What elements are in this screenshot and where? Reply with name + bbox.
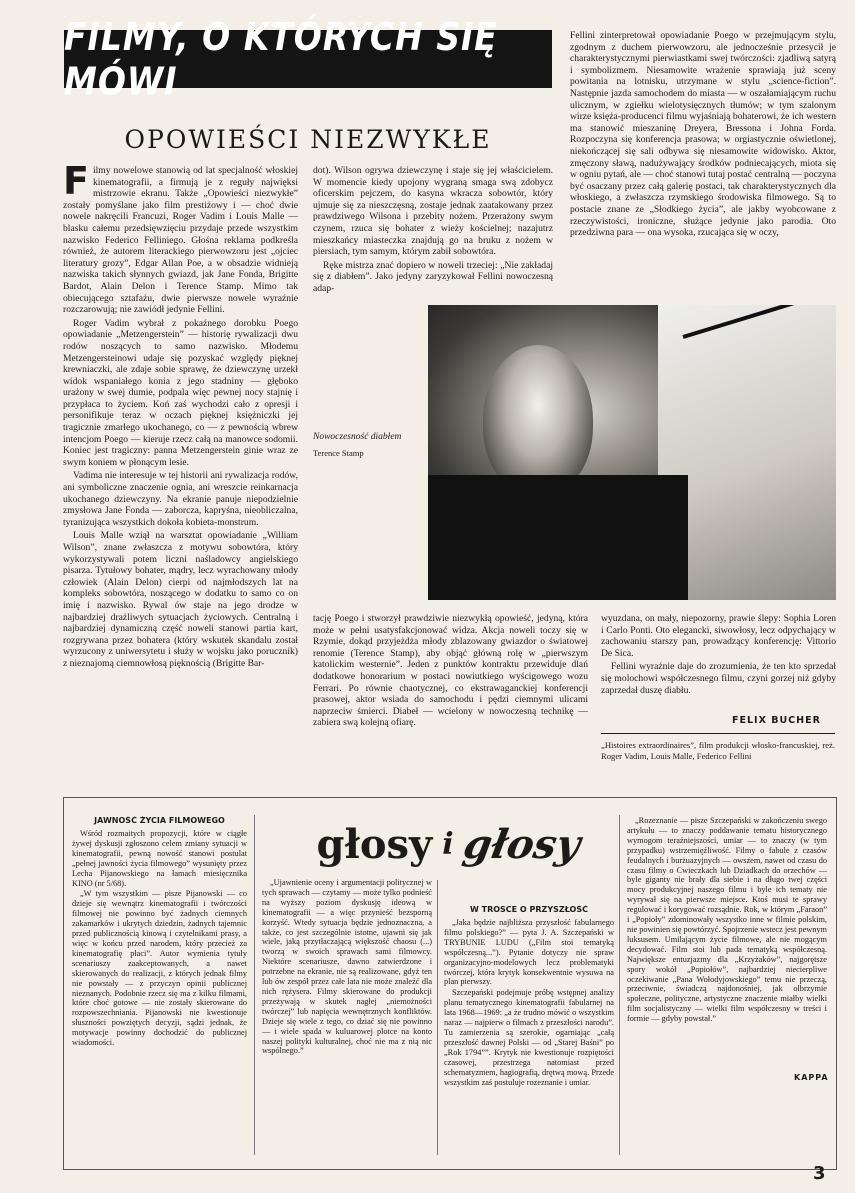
article-column-3 (570, 30, 836, 302)
trosce-paragraph: „Jaka będzie najbliższa przyszłość fabularnego filmu polskiego?” — pyta J. A. Szczepański w TRYBUNIE LUDU („Film stoi tematyką współczesną...”). Pytanie dotyczy nie spraw organizacyjno-modelowych lecz problematyki twórczej, która krytyk konsekwentnie wysuwa na plan pierwszy. (444, 918, 614, 987)
jawnosc-column (72, 816, 247, 1161)
jawnosc-heading: JAWNOŚĆ ŻYCIA FILMOWEGO (94, 816, 225, 825)
jawnosc-paragraph: Wśród rozmaitych propozycji, które w ciągłe żywej dyskusji zgłoszono celem zmiany sytuacji w kinematografii, pewną nowość stanowi postulat „pełnej jawności życia filmowego” wysunięty przez Lecha Pijanowskiego na łamach miesięcznika KINO (nr 5/68). (72, 829, 247, 888)
trosce-column (444, 905, 614, 1163)
trosce-heading: W TROSCE O PRZYSZŁOŚĆ (470, 905, 588, 914)
article-column-5 (601, 613, 836, 713)
page-number: 3 (813, 1163, 826, 1184)
article-paragraph: Vadima nie interesuje w tej historii ani rywalizacja rodów, ani symboliczne znaczenie ognia, ani wreszcie reinkarnacja ukochanego dziewczyny. Na ekranie panuje niepodzielnie zmysłowa Jane Fonda — zaborcza, kapryśna, nieobliczalna, tyranizująca wszystkich dokoła kobieta-monstrum. (63, 470, 298, 528)
article-paragraph: Fellini wyraźnie daje do zrozumienia, że ten kto sprzedał się molochowi współczesnego filmu, czyni gorzej niż gdyby zaprzedał duszę diabłu. (601, 661, 836, 696)
author-signature: FELIX BUCHER (732, 715, 821, 726)
article-headline: OPOWIEŚCI NIEZWYKŁE (124, 125, 492, 154)
article-paragraph: Louis Malle wziął na warsztat opowiadanie „William Wilson”, znane zwłaszcza z motywu sobowtóra, który wykorzystywali potem liczni naśladowcy angielskiego pisarza. Tytułowy bohater, mądry, lecz wyrachowany młody człowiek (Alain Delon) cierpi od najmłodszych lat na kompleks sobowtóra, noszącego w dodatku to samo co on imię i nazwisko. Rywal ów staje na jego drodze w najbardziej drażliwych sytuacjach życiowych. Centralną i najbardziej dynamiczną część noweli stanowi partia kart, rozgrywana przez bohatera (który wskutek skandalu został wyrzucony z uniwersytetu i służy w wojsku jako porucznik) z nieznajomą ciemnowłosą pięknością (Brigitte Bar- (63, 530, 298, 669)
glosy-title (298, 818, 598, 870)
column-divider (254, 815, 255, 1155)
kappa-paragraph: „Rozeznanie — pisze Szczepański w zakończeniu swego artykułu — to znaczy poddawanie tematu historycznego wymogom teraźniejszości, umiar — to znaczy (w tym przypadku) wstrzemięźliwość. Filmy o fabule z czasów feudalnych i burżuazyjnych — owszem, nawet od czasu do czasu filmy o Cwieczkach lub Dziadkach do orzechów — byle giganty nie brały dla siebie i na długo twej części mocy produkcyjnej naszego filmu i byle ich tematy nie wyrywał się na pierwsze miejsce. Ktoś musi te sprawy regulować i korygować rozsądnie. Rok, w którym „Faraon” i „Popioły” zdominowały wszystko inne w filmie polskim, nie powinien się powtórzyć. Spojrzenie wstecz jest pewnym luksusem. Umilającym życie filmowe, ale nie mogącym decydować. Film stoi lub pada tematyką współczesną. Największe entuzjazmy dla „Krzyżaków”, najgorętsze spory wokół „Popiołów”, najbardziej niecierpliwe oczekiwanie „Pana Wołodyjowskiego” temu nie przeczą, przeciwnie, świadczą najdonośniej, jak olbrzymie społeczne, polityczne, artystyczne znaczenie miałby wielki film socjalistyczny — wielki film współczesny w treści i formie — gdyby powstał.” (627, 816, 827, 1024)
quote-paragraph: „Ujawnienie oceny i argumentacji politycznej w tych sprawach — czytamy — może tylko podnieść na wyższy poziom dyskusję ideową w kinematografii — a więc przynieść bezsporną korzyść. Wtedy sytuacja będzie jednoznaczna, a także, co jest szczególnie istotne, ujawni się jak wiele, jaką przytłaczającą większość chaosu (...) tworzą w swoich sprawach sami filmowcy. Niektóre scenariusze, dawno zatwierdzone i potrzebne na ekranie, nie są realizowane, gdyż ten lub ów zespół przez całe lata nie może znaleźć dla nich rężysera. Filmy skierowane do produkcji przeżywają w skutek nagłej „niemożności twórczej” lub napięcia wewnętrznych konfliktów. Dzieje się wiele z tego, co dziać się nie powinno — i wiele spada w kuluarowej plotce na konto naszej polityki kulturalnej, choć nie ma z nią nic wspólnego.” (262, 878, 432, 1056)
article-column-1 (63, 165, 298, 751)
footnote-rule (601, 733, 835, 734)
column-divider (437, 880, 438, 1155)
glosy-conjunction: i (442, 826, 454, 862)
article-paragraph: Roger Vadim wybrał z pokaźnego dorobku Poego opowiadanie „Metzengerstein” — historię rywalizacji dwu rodów noszących to samo nazwisko. Młodemu Metzengersteinowi udaje się pozyskać względy pięknej krewniaczki, ale zdaje sobie sprawę, że dziewczynę urzekł widok wspaniałego konia z jego stadniny — głęboko urażony w swej dumie, podpala więc pewnej nocy stajnię i przypłaca to życiem. Koń zaś wychodzi cało z opresji i personifikuje teraz w oczach pięknej księżniczki jej tragicznie zmarłego ukochanego, co — z pewnością wbrew intencjom Poego — kieruje rzecz całą na manowce sodomii. Koniec jest tragiczny: panna Metzengerstein ginie wraz ze swym koniem w płonącym lesie. (63, 317, 298, 468)
article-column-4 (313, 613, 588, 785)
article-paragraph: Ręke mistrza znać dopiero w noweli trzeciej: „Nie zakładaj się z diabłem”. Jako jedyny zaryzykował Fellini nowoczesną adap- (313, 259, 553, 294)
caption-title: Nowoczesność diabłem (313, 432, 402, 442)
film-credits-footnote: „Histoires extraordinaires”, film produkcji włosko-francuskiej, reż. Roger Vadim, Louis Malle, Federico Fellini (601, 740, 835, 761)
kappa-signature: KAPPA (794, 1073, 829, 1082)
trosce-paragraph: Szczepański podejmuje próbę wstępnej analizy planu tematycznego kinematografii fabularnej na lata 1968—1969: „a że trudno mówić o wszystkim naraz — najpierw o filmach z przeszłości narodu”. Tu zamierzenia są szerokie, ogarniając „całą przeszłość dawnej Polski — od „Starej Baśni” po „Rok 1794””. Krytyk nie kwestionuje rozpiętości czasowej, przestrzega natomiast przed schematyzmem, hagiografią, drętwą mową. Przede wszystkim zaś postuluje rozeznanie i umiar. (444, 988, 614, 1087)
kappa-column (627, 816, 827, 1068)
quote-column (262, 878, 432, 1163)
article-paragraph: Fellini zinterpretował opowiadanie Poego w przejmującym stylu, zgodnym z duchem pierwowzoru, ale jednocześnie przesycił je charakterystycznymi pierwiastkami swej twórczości: zjadliwą satyrą i symbolizmem. Niesamowite wrażenie sprawiają już sceny powitania na lotnisku, utrzymane w stylu „science-fiction”. Następnie jazda samochodem do miasta — w oszałamiającym ruchu ulicznym, w zgiełku wielotysięcznych tłumów; w tym szalonym wirze księża-producenci filmu wyjaśniają bohaterowi, że ich western ma stanowić mieszaninę Dreyera, Bressona i Johna Forda. Rozpoczyna się konferencja prasowa; w orgiastycznie oświetlonej, niekończącej się sali odbywa się niesamowite widowisko. Aktor, zmęczony sławą, nadużywający środków podniecających, miota się w ogniu pytań, ale — choć stanowi tutaj postać centralną — poczyna być osaczany przez całą galerię postaci, tak charakterystycznych dla włoskiego, a zwłaszcza rzymskiego środowiska filmowego. Są to postacie znane ze „Słodkiego życia”, ale jakby wyobcowane z rzeczywistości, ironiczne, służące jedynie jako parodia. Oto przedziwna para — ona wysoka, rzucająca się w oczy, (570, 30, 836, 239)
photo-caption (313, 432, 413, 459)
caption-name: Terence Stamp (313, 448, 364, 458)
glosy-word-1: głosy (316, 820, 433, 868)
article-column-2 (313, 165, 553, 303)
glosy-word-2: głosy (459, 820, 584, 868)
photo-face (483, 345, 593, 495)
section-banner (64, 14, 552, 104)
jawnosc-paragraph: „W tym wszystkim — pisze Pijanowski — co dzieje się wewnątrz kinematografii i twórczości filmowej nie powinno być żadnych ciemnych zakamarków i ukrytych dziedzin, żadnych tajemnic przed publicznością kinową i czytelnikami prasy, a więc w końcu przed narodem, który przecież za kinematografię płaci”. Autor wymienia tytuły scenariuszy zaakceptowanych, a nawet skierowanych do realizacji, z których jednak filmy nie powstały — z przyczyn opinii publicznej nieznanych. Podobnie rzecz się ma z kilku filmami, które choć gotowe — nie zostały skierowane do rozpowszechniania. Pijanowski nie kwestionuje słuszności powziętych decyzji, sądzi jednak, że motywacje powinny dochodzić do publicznej wiadomości. (72, 889, 247, 1048)
film-still-photo (428, 305, 836, 600)
drop-cap: F (63, 165, 89, 203)
article-paragraph: Filmy nowelowe stanowią od lat specjalność włoskiej kinematografii, a firmują je z reguły najwięksi mistrzowie ekranu. Także „Opowieści niezwykłe” zostały pomyślane jako film prestiżowy i — choć dwie nowele nakręcili Francuzi, Roger Vadim i Louis Malle — blasku całemu przedsięwzięciu przydaje przede wszystkim nazwisko Federico Felliniego. Głośna reklama podkreśla również, że autorem literackiego pierwowzoru jest „ojciec literatury grozy”, Edgar Allan Poe, a w obsadzie widnieją nazwiska takich słynnych gwiazd, jak Jane Fonda, Brigitte Bardot, Alain Delon i Terence Stamp. Mimo tak obiecującego sztafażu, dwie pierwsze nowele wyraźnie rozczarowują; nie zawiódł jedynie Fellini. (63, 165, 298, 316)
photo-figure (428, 475, 688, 600)
article-paragraph: dot). Wilson ogrywa dziewczynę i staje się jej właścicielem. W momencie kiedy upojony wygraną smaga swą zdobycz oficerskim pejczem, do kasyna wkracza sobowtór, który ujmuje się za nieszczęsną, zostaje jednak zaatakowany przez prawdziwego Wilsona i przebity nożem. Przerażony swym czynem, rzuca się bohater z wieży kościelnej; nazajutrz mieszkańcy miasteczka znajdują go na bruku z nożem w piersiach, tym samym, którym zabił sobowtóra. (313, 165, 553, 258)
article-paragraph: wyuzdana, on mały, niepozorny, prawie ślepy: Sophia Loren i Carlo Ponti. Oto elegancki, siwowłosy, lecz odpychający w zachowaniu starszy pan, prowadzący konferencję: Vittorio De Sica. (601, 613, 836, 659)
column-divider (619, 815, 620, 1155)
article-paragraph: tację Poego i stworzył prawdziwie niezwykłą opowieść, jedyną, która może w pełni usatysfakcjonować widza. Akcja noweli toczy się w Rzymie, dokąd przyjeżdża młody zblazowany gwiazdor o światowej renomie (Terence Stamp), aby objąć główną rolę w „pierwszym katolickim westernie”. Jeden z punktów kontraktu przewiduje dlań dodatkowe honorarium w postaci nowiutkiego wyścigowego wozu Ferrari. Po równie chaotycznej, co ekstrawaganckiej konferencji prasowej, aktor wsiada do samochodu i pędzi ciemnymi ulicami naprzeciw śmierci. Diabeł — wcielony w nowoczesną technikę — zabiera swą kolejną ofiarę. (313, 613, 588, 729)
section-banner-title: FILMY, O KTÓRYCH SIĘ MÓWI (64, 14, 498, 104)
